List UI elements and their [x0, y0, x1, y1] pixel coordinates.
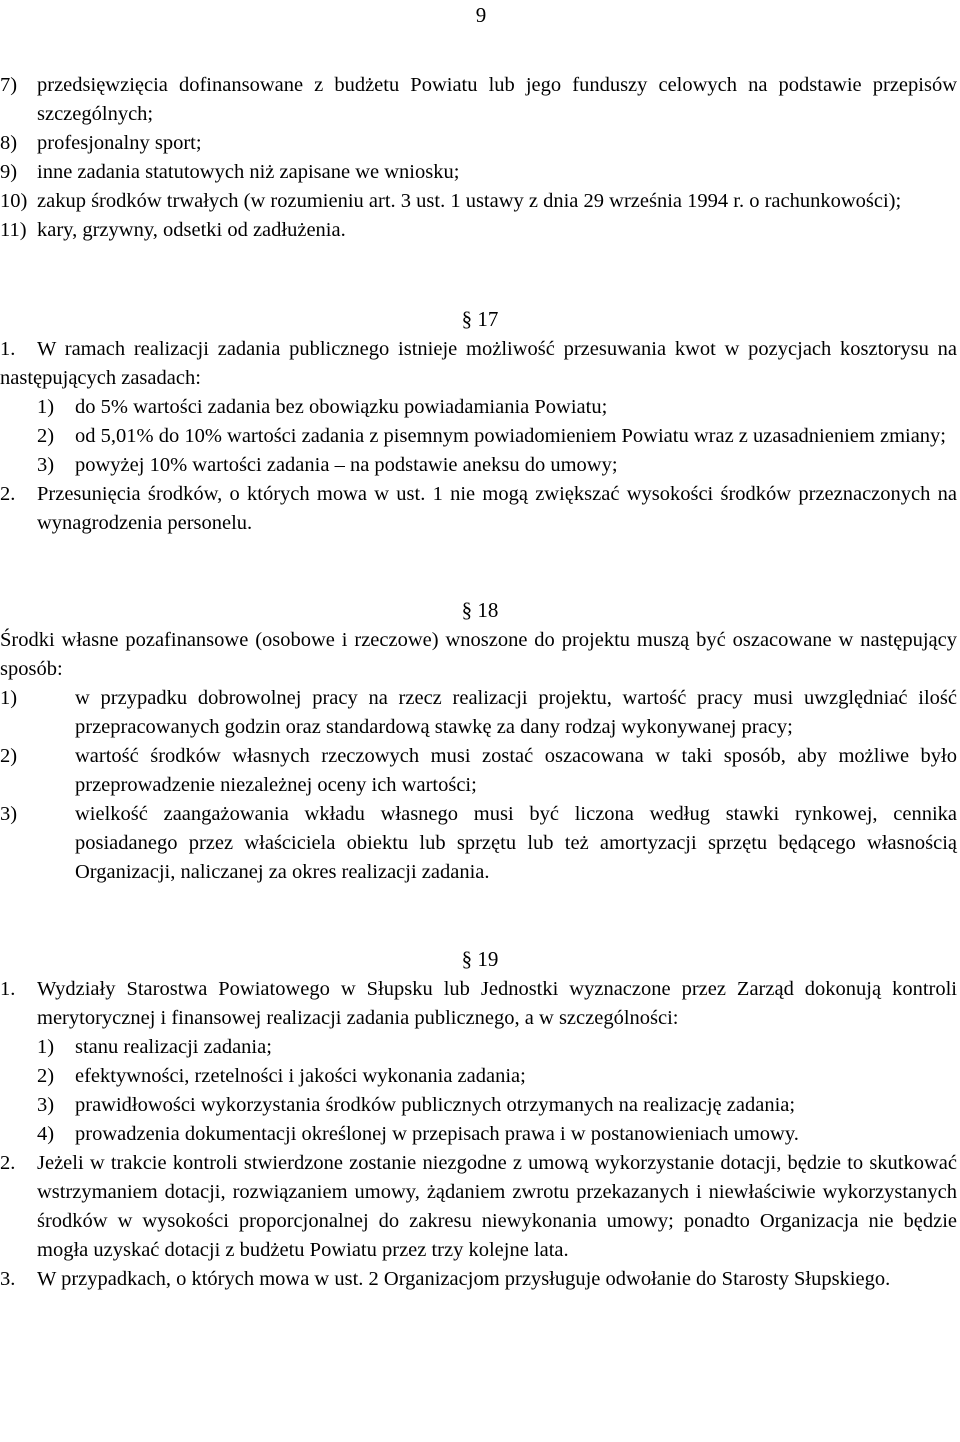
section-18: [0, 626, 957, 887]
list-item-text: profesjonalny sport;: [37, 132, 202, 154]
paragraph-number: 1.: [0, 978, 16, 1000]
list-item: [0, 684, 957, 742]
list-item-text: zakup środków trwałych (w rozumieniu art. 3 ust. 1 ustawy z dnia 29 września 1994 r. o rachunkowości);: [37, 190, 902, 212]
list-item: [0, 1120, 957, 1149]
list-item-number: 8): [0, 132, 18, 154]
list-item: [0, 742, 957, 800]
paragraph-text: Jeżeli w trakcie kontroli stwierdzone zostanie niezgodne z umową wykorzystanie dotacji, będzie to skutkować wstrzymaniem dotacji, rozwiązaniem umowy, żądaniem zwrotu przekazanych i niewłaściwie wykorzystanych środków w wysokości proporcjonalnej do zakresu niewykonania umowy; ponadto Organizacja nie będzie mogła uzyskać dotacji z budżetu Powiatu przez trzy kolejne lata.: [37, 1152, 957, 1261]
list-item-number: 3): [37, 454, 55, 476]
list-item-number: 4): [37, 1123, 55, 1145]
paragraph-text: Przesunięcia środków, o których mowa w ust. 1 nie mogą zwiększać wysokości środków przeznaczonych na wynagrodzenia personelu.: [37, 483, 957, 534]
section-17: [0, 335, 957, 538]
list-item-text: powyżej 10% wartości zadania – na podstawie aneksu do umowy;: [75, 454, 618, 476]
intro-list: [0, 71, 957, 245]
section-19: [0, 975, 957, 1294]
paragraph-item: [0, 335, 957, 393]
list-item-number: 1): [37, 1036, 55, 1058]
list-item-number: 7): [0, 74, 18, 96]
list-item-text: stanu realizacji zadania;: [75, 1036, 272, 1058]
list-item-number: 11): [0, 219, 27, 241]
list-item-text: prawidłowości wykorzystania środków publicznych otrzymanych na realizację zadania;: [75, 1094, 796, 1116]
list-item-number: 1): [37, 396, 55, 418]
paragraph-number: 2.: [0, 1152, 16, 1174]
list-item: [0, 187, 957, 216]
list-item: [0, 393, 957, 422]
paragraph-number: 3.: [0, 1268, 16, 1290]
list-item-text: efektywności, rzetelności i jakości wykonania zadania;: [75, 1065, 526, 1087]
paragraph-number: 1.: [0, 338, 16, 360]
paragraph-text: Wydziały Starostwa Powiatowego w Słupsku lub Jednostki wyznaczone przez Zarząd dokonują kontroli merytorycznej i finansowej realizacji zadania publicznego, a w szczególności:: [37, 978, 957, 1029]
section-heading-17: § 17: [461, 307, 499, 331]
page-number: 9: [475, 3, 487, 27]
list-item-number: 1): [0, 687, 18, 709]
list-item: [0, 216, 957, 245]
paragraph-item: [0, 1149, 957, 1265]
list-item-text: wartość środków własnych rzeczowych musi zostać oszacowana w taki sposób, aby możliwe było przeprowadzenie niezależnej oceny ich wartości;: [75, 745, 957, 796]
paragraph-item: [0, 1265, 957, 1294]
list-item-number: 10): [0, 190, 28, 212]
list-item-text: prowadzenia dokumentacji określonej w przepisach prawa i w postanowieniach umowy.: [75, 1123, 799, 1145]
list-item-text: inne zadania statutowych niż zapisane we wniosku;: [37, 161, 460, 183]
list-item-text: w przypadku dobrowolnej pracy na rzecz realizacji projektu, wartość pracy musi uwzględniać ilość przepracowanych godzin oraz standardową stawkę za dany rodzaj wykonywanej pracy;: [75, 687, 957, 738]
list-item-number: 2): [37, 425, 55, 447]
list-item-text: od 5,01% do 10% wartości zadania z pisemnym powiadomieniem Powiatu wraz z uzasadnieniem zmiany;: [75, 425, 946, 447]
list-item-number: 2): [0, 745, 18, 767]
list-item: [0, 129, 957, 158]
paragraph-text: [0, 626, 957, 684]
paragraph-number: 2.: [0, 483, 16, 505]
paragraph-item: [0, 480, 957, 538]
list-item-text: do 5% wartości zadania bez obowiązku powiadamiania Powiatu;: [75, 396, 608, 418]
list-item: [0, 1062, 957, 1091]
list-item-number: 3): [37, 1094, 55, 1116]
section-18-intro: Środki własne pozafinansowe (osobowe i rzeczowe) wnoszone do projektu muszą być oszacowane w następujący sposób:: [0, 629, 957, 680]
list-item-text: przedsięwzięcia dofinansowane z budżetu Powiatu lub jego funduszy celowych na podstawie przepisów szczególnych;: [37, 74, 957, 125]
list-item: [0, 422, 957, 451]
section-heading-18: § 18: [461, 598, 499, 622]
list-item: [0, 158, 957, 187]
list-item: [0, 1033, 957, 1062]
list-item-number: 2): [37, 1065, 55, 1087]
list-item: [0, 800, 957, 887]
list-item: [0, 1091, 957, 1120]
paragraph-text: W ramach realizacji zadania publicznego istnieje możliwość przesuwania kwot w pozycjach kosztorysu na następujących zasadach:: [0, 338, 957, 389]
list-item: [0, 451, 957, 480]
paragraph-item: [0, 975, 957, 1033]
list-item: [0, 71, 957, 129]
list-item-number: 9): [0, 161, 18, 183]
list-item-text: wielkość zaangażowania wkładu własnego musi być liczona według stawki rynkowej, cennika posiadanego przez właściciela obiektu lub sprzętu lub też amortyzacji sprzętu będącego własnością Organizacji, naliczanej za okres realizacji zadania.: [75, 803, 957, 883]
section-heading-19: § 19: [461, 947, 499, 971]
paragraph-text: W przypadkach, o których mowa w ust. 2 Organizacjom przysługuje odwołanie do Starosty Słupskiego.: [37, 1268, 891, 1290]
list-item-number: 3): [0, 803, 18, 825]
list-item-text: kary, grzywny, odsetki od zadłużenia.: [37, 219, 346, 241]
